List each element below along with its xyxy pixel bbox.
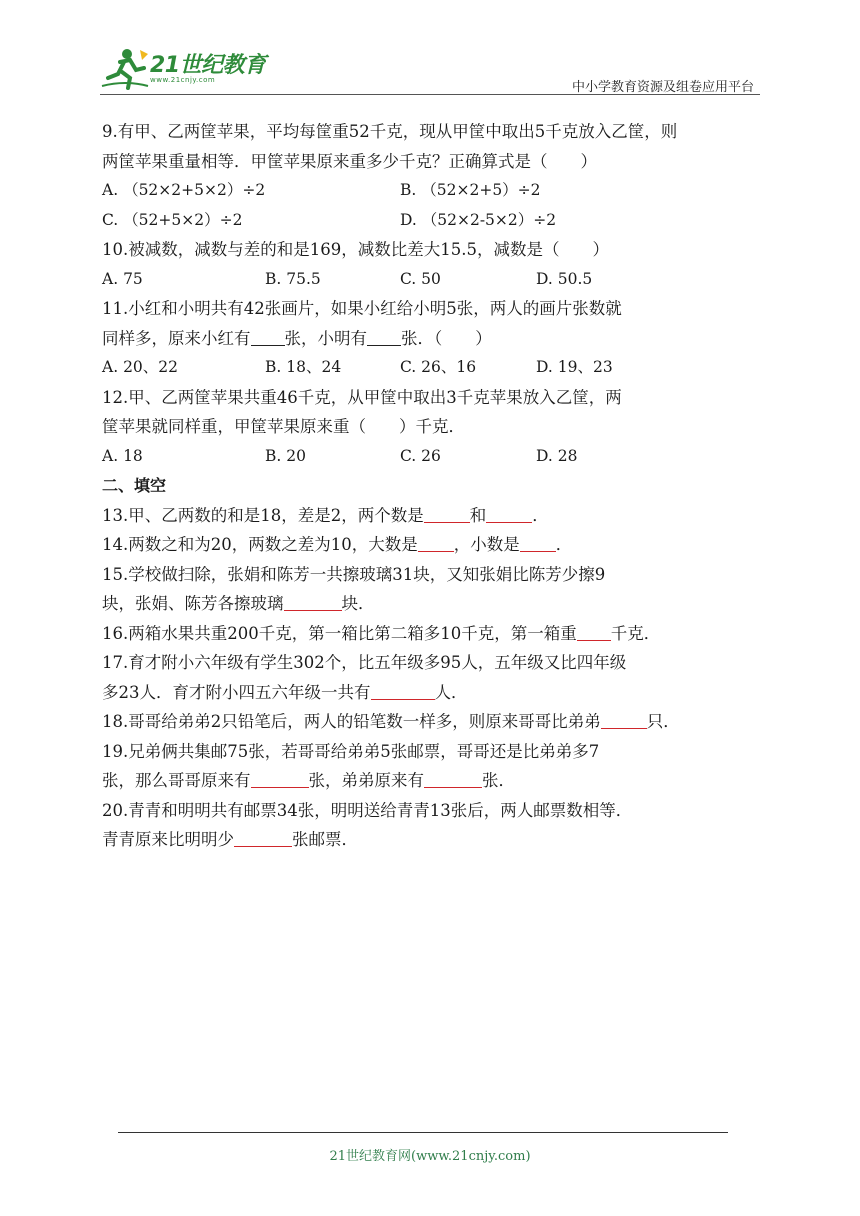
page-header: [100, 40, 760, 96]
answer-blank: [251, 769, 309, 788]
logo-text: 21世纪教育: [150, 53, 266, 78]
option-b: B. 75.5: [265, 269, 321, 288]
answer-blank: [371, 681, 435, 700]
option-b: B. （52×2+5）÷2: [400, 181, 541, 199]
question-text: 两筐苹果重量相等．甲筐苹果原来重多少千克？正确算式是（ ）: [102, 151, 597, 171]
page-footer: 21世纪教育网(www.21cnjy.com): [329, 1149, 531, 1164]
question-text: 18.哥哥给弟弟2只铅笔后，两人的铅笔数一样多，则原来哥哥比弟弟 只．: [102, 712, 680, 731]
question-text: 11.小红和小明共有42张画片，如果小红给小明5张，两人的画片张数就: [102, 299, 622, 318]
answer-blank: [486, 504, 532, 523]
option-b: B. 18、24: [265, 358, 342, 376]
question-text: 14.两数之和为20，两数之差为10，大数是 ，小数是 ．: [102, 535, 573, 554]
question-text: 多23人．育才附小四五六年级一共有 人．: [102, 682, 468, 702]
question-text: 同样多，原来小红有 张，小明有 张．（ ）: [102, 328, 492, 348]
answer-blank: [424, 769, 482, 788]
question-text: 17.育才附小六年级有学生302个，比五年级多95人，五年级又比四年级: [102, 653, 627, 672]
answer-blank: [367, 327, 401, 346]
footer-divider: [118, 1132, 728, 1133]
answer-blank: [577, 622, 611, 641]
answer-blank: [424, 504, 470, 523]
option-a: A. 18: [102, 446, 143, 465]
options-row: [102, 265, 762, 295]
option-c: C. 26、16: [400, 358, 477, 376]
options-row: [102, 442, 762, 472]
question-text: 12.甲、乙两筐苹果共重46千克，从甲筐中取出3千克苹果放入乙筐，两: [102, 387, 622, 407]
question-text: 青青原来比明明少 张邮票．: [102, 830, 358, 849]
answer-blank: [234, 828, 292, 847]
section-title: 二、填空: [102, 476, 167, 495]
option-c: C. 50: [400, 269, 441, 288]
question-text: 16.两箱水果共重200千克，第一箱比第二箱多10千克，第一箱重 千克．: [102, 623, 661, 643]
option-b: B. 20: [265, 446, 306, 465]
platform-name: 中小学教育资源及组卷应用平台: [571, 80, 754, 95]
answer-blank: [601, 710, 647, 729]
options-row: [102, 353, 762, 383]
question-text: 筐苹果就同样重，甲筐苹果原来重（ ）千克．: [102, 417, 465, 436]
options-row: [102, 176, 762, 206]
question-text: 15.学校做扫除，张娟和陈芳一共擦玻璃31块，又知张娟比陈芳少擦9: [102, 564, 606, 584]
option-c: C. （52+5×2）÷2: [102, 210, 243, 229]
option-d: D. 50.5: [536, 269, 593, 288]
question-text: 13.甲、乙两数的和是18，差是2，两个数是 和 ．: [102, 505, 549, 525]
options-row: [102, 206, 762, 236]
option-d: D. （52×2-5×2）÷2: [400, 210, 557, 229]
option-d: D. 19、23: [536, 358, 613, 376]
question-text: 10.被减数，减数与差的和是169，减数比差大15.5，减数是（ ）: [102, 240, 609, 259]
answer-blank: [251, 327, 285, 346]
runner-icon: [100, 46, 150, 92]
question-text: 19.兄弟俩共集邮75张，若哥哥给弟弟5张邮票，哥哥还是比弟弟多7: [102, 741, 600, 761]
option-d: D. 28: [536, 446, 578, 465]
site-logo: [100, 46, 270, 94]
option-c: C. 26: [400, 446, 441, 465]
answer-blank: [520, 533, 556, 552]
answer-blank: [284, 592, 342, 611]
option-a: A. 75: [102, 269, 143, 288]
logo-url: www.21cnjy.com: [150, 76, 216, 84]
question-text: 9.有甲、乙两筐苹果，平均每筐重52千克，现从甲筐中取出5千克放入乙筐，则: [102, 122, 678, 141]
question-text: 块，张娟、陈芳各擦玻璃 块．: [102, 594, 375, 613]
answer-blank: [418, 533, 454, 552]
question-text: 20.青青和明明共有邮票34张，明明送给青青13张后，两人邮票数相等．: [102, 800, 633, 820]
question-text: 张，那么哥哥原来有 张，弟弟原来有 张．: [102, 771, 515, 790]
option-a: A. 20、22: [102, 358, 179, 376]
option-a: A. （52×2+5×2）÷2: [102, 181, 266, 199]
header-divider: [100, 94, 760, 95]
document-body: [102, 117, 762, 855]
